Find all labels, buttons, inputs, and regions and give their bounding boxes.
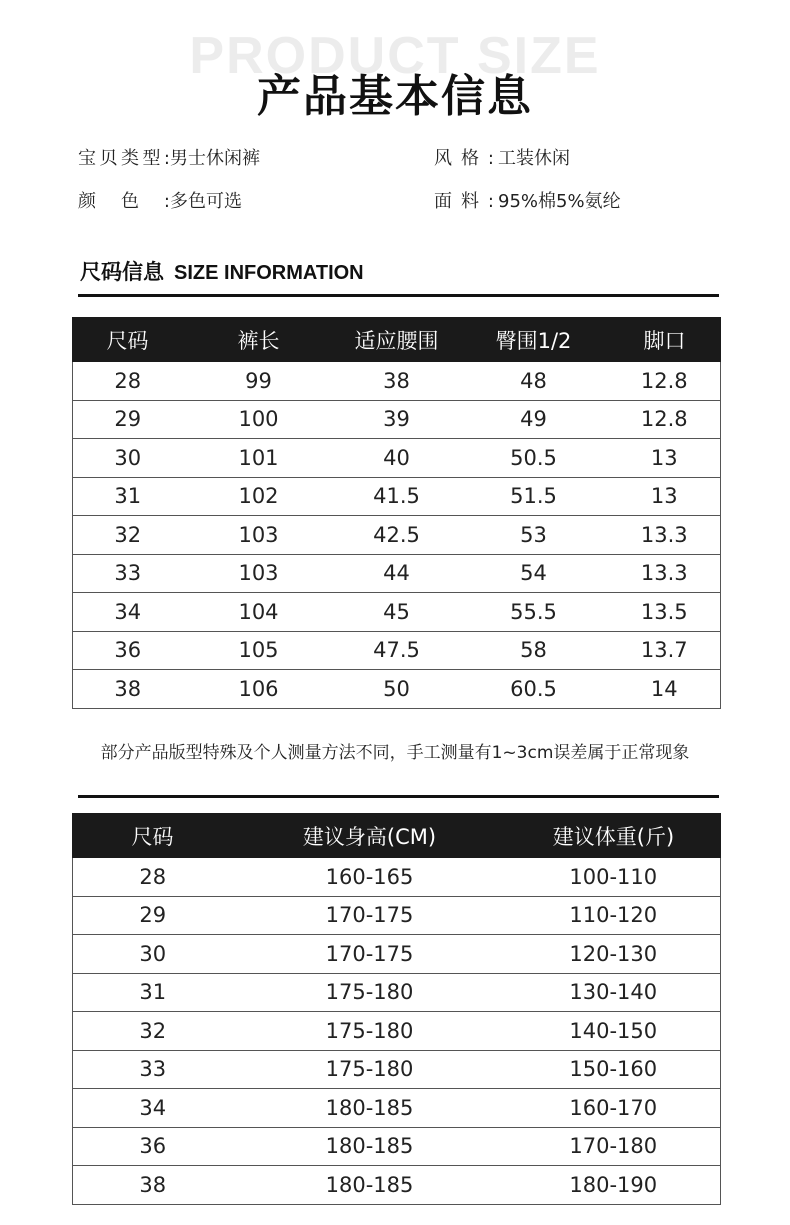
size-table-row-cell: 48	[459, 362, 609, 401]
size-table-row-cell: 32	[73, 516, 183, 555]
fit-table-row-cell: 34	[73, 1089, 233, 1128]
size-table-row-cell: 58	[459, 631, 609, 670]
info-style-value: 工装休闲	[498, 148, 570, 169]
size-table-row-cell: 13.5	[609, 593, 721, 632]
info-fabric-label: 面料:	[434, 191, 494, 212]
size-table-row-cell: 104	[183, 593, 335, 632]
fit-table-row	[73, 935, 721, 974]
size-table-row-cell: 30	[73, 439, 183, 478]
size-table-row-cell: 31	[73, 477, 183, 516]
size-table-row-cell: 38	[73, 670, 183, 709]
size-table-row-cell: 34	[73, 593, 183, 632]
size-table-row-cell: 49	[459, 400, 609, 439]
size-table-row-cell: 54	[459, 554, 609, 593]
size-table-row-cell: 60.5	[459, 670, 609, 709]
size-table-row-cell: 13	[609, 439, 721, 478]
fit-table-row-cell: 110-120	[507, 896, 721, 935]
info-color-value: 多色可选	[170, 191, 242, 212]
info-type	[78, 146, 260, 172]
fit-table-row-cell: 150-160	[507, 1050, 721, 1089]
size-table-row-cell: 29	[73, 400, 183, 439]
size-table-row-cell: 39	[335, 400, 459, 439]
fit-table-row-cell: 120-130	[507, 935, 721, 974]
fit-header-cell: 尺码	[73, 814, 233, 858]
fit-table-row-cell: 180-185	[233, 1089, 507, 1128]
fit-table-row-cell: 31	[73, 973, 233, 1012]
size-table-row-cell: 13.7	[609, 631, 721, 670]
size-table-row-cell: 36	[73, 631, 183, 670]
size-table-row-cell: 55.5	[459, 593, 609, 632]
size-table-row	[73, 631, 721, 670]
fit-table-row-cell: 170-175	[233, 896, 507, 935]
size-section-title-zh: 尺码信息	[80, 260, 164, 284]
info-color	[78, 189, 242, 215]
fit-header-cell: 建议身高(CM)	[233, 814, 507, 858]
fit-table-header-row	[73, 814, 721, 858]
size-table-row	[73, 593, 721, 632]
info-type-value: 男士休闲裤	[170, 148, 260, 169]
page-title: 产品基本信息	[257, 71, 533, 122]
fit-table-row-cell: 180-190	[507, 1166, 721, 1205]
size-table-row-cell: 13.3	[609, 554, 721, 593]
size-section-title-en: SIZE INFORMATION	[174, 262, 364, 284]
size-table-row-cell: 40	[335, 439, 459, 478]
size-table-row-cell: 33	[73, 554, 183, 593]
size-table-row	[73, 516, 721, 555]
section-divider	[78, 294, 719, 297]
size-table-row-cell: 14	[609, 670, 721, 709]
size-table-row	[73, 477, 721, 516]
size-table-row-cell: 13	[609, 477, 721, 516]
size-table-row-cell: 12.8	[609, 362, 721, 401]
size-header-cell: 适应腰围	[335, 318, 459, 362]
size-table-row-cell: 101	[183, 439, 335, 478]
info-type-label: 宝贝类型:	[78, 148, 170, 169]
fit-table-row	[73, 1050, 721, 1089]
size-table-header-row	[73, 318, 721, 362]
size-table-row-cell: 41.5	[335, 477, 459, 516]
fit-table-row-cell: 29	[73, 896, 233, 935]
fit-table-row	[73, 1127, 721, 1166]
size-header-cell: 尺码	[73, 318, 183, 362]
size-table-row	[73, 554, 721, 593]
info-fabric	[434, 189, 621, 215]
fit-table-row-cell: 33	[73, 1050, 233, 1089]
size-table	[72, 317, 721, 709]
fit-table-row	[73, 1166, 721, 1205]
fit-table-row-cell: 170-180	[507, 1127, 721, 1166]
fit-table-row-cell: 175-180	[233, 1012, 507, 1051]
info-color-label: 颜色:	[78, 191, 170, 212]
info-style-label: 风格:	[434, 148, 494, 169]
size-table-row-cell: 105	[183, 631, 335, 670]
fit-table-row-cell: 175-180	[233, 973, 507, 1012]
watermark-text: PRODUCT SIZE	[189, 27, 601, 85]
size-table-row-cell: 12.8	[609, 400, 721, 439]
fit-table-row-cell: 170-175	[233, 935, 507, 974]
fit-table-row-cell: 30	[73, 935, 233, 974]
size-table-row-cell: 50	[335, 670, 459, 709]
info-style	[434, 146, 570, 172]
fit-table-row-cell: 180-185	[233, 1166, 507, 1205]
fit-table-row-cell: 38	[73, 1166, 233, 1205]
measurement-note: 部分产品版型特殊及个人测量方法不同，手工测量有1~3cm误差属于正常现象	[100, 743, 690, 763]
fit-table-row	[73, 1089, 721, 1128]
fit-table-row-cell: 28	[73, 858, 233, 897]
fit-table-row-cell: 180-185	[233, 1127, 507, 1166]
fit-table-row-cell: 140-150	[507, 1012, 721, 1051]
size-table-row-cell: 38	[335, 362, 459, 401]
size-table-row-cell: 99	[183, 362, 335, 401]
fit-table-row-cell: 130-140	[507, 973, 721, 1012]
size-table-row-cell: 44	[335, 554, 459, 593]
size-table-row-cell: 106	[183, 670, 335, 709]
fit-table-row-cell: 175-180	[233, 1050, 507, 1089]
size-table-row	[73, 362, 721, 401]
fit-table-row	[73, 858, 721, 897]
size-table-row-cell: 50.5	[459, 439, 609, 478]
size-header-cell: 裤长	[183, 318, 335, 362]
fit-table-row	[73, 973, 721, 1012]
fit-table-row-cell: 100-110	[507, 858, 721, 897]
fit-table-row	[73, 1012, 721, 1051]
size-table-row-cell: 47.5	[335, 631, 459, 670]
size-header-cell: 脚口	[609, 318, 721, 362]
info-fabric-value: 95%棉5%氨纶	[498, 191, 621, 212]
size-header-cell: 臀围1/2	[459, 318, 609, 362]
size-table-row-cell: 42.5	[335, 516, 459, 555]
fit-table-row-cell: 160-165	[233, 858, 507, 897]
fit-table-row-cell: 36	[73, 1127, 233, 1166]
size-table-row-cell: 45	[335, 593, 459, 632]
size-table-row-cell: 53	[459, 516, 609, 555]
size-table-row	[73, 400, 721, 439]
size-table-row-cell: 13.3	[609, 516, 721, 555]
size-table-row-cell: 102	[183, 477, 335, 516]
size-table-row-cell: 103	[183, 516, 335, 555]
size-table-row-cell: 100	[183, 400, 335, 439]
size-table-row-cell: 28	[73, 362, 183, 401]
size-table-row-cell: 103	[183, 554, 335, 593]
size-table-row	[73, 439, 721, 478]
fit-table	[72, 813, 721, 1205]
size-table-row	[73, 670, 721, 709]
section-divider	[78, 795, 719, 798]
size-section-heading	[80, 256, 364, 286]
fit-table-row-cell: 32	[73, 1012, 233, 1051]
fit-table-row	[73, 896, 721, 935]
fit-header-cell: 建议体重(斤)	[507, 814, 721, 858]
fit-table-row-cell: 160-170	[507, 1089, 721, 1128]
size-table-row-cell: 51.5	[459, 477, 609, 516]
